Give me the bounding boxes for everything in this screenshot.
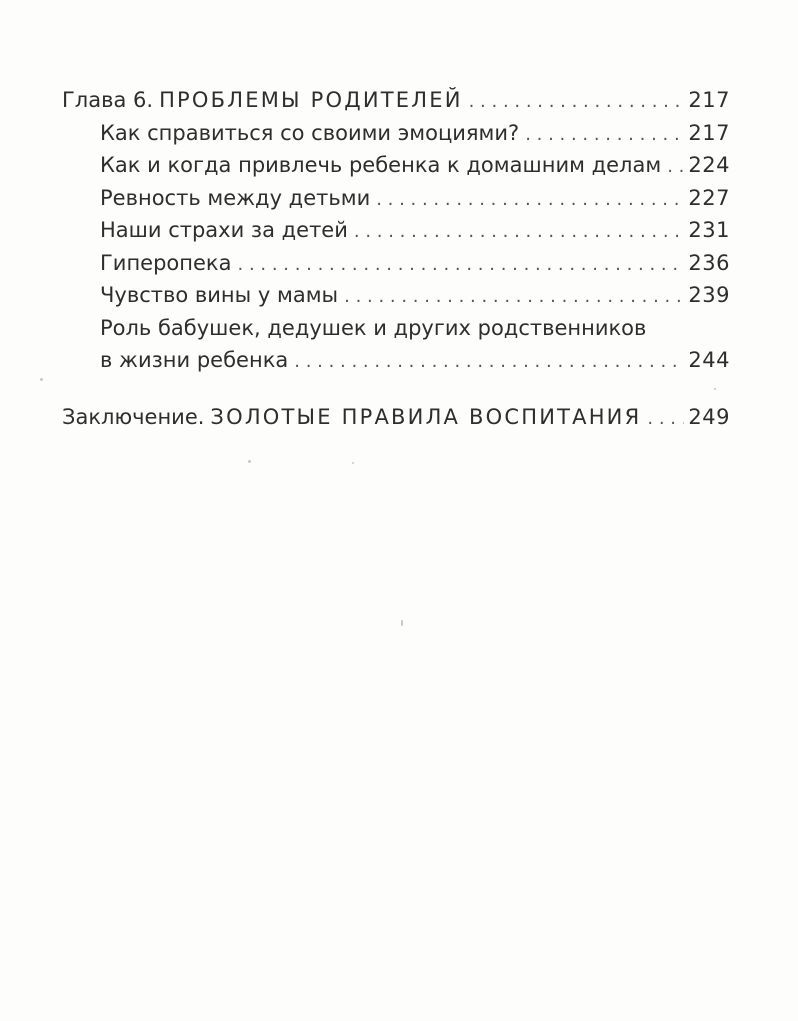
page-number: 239 bbox=[688, 283, 730, 307]
page-number: 244 bbox=[688, 348, 730, 372]
toc-item-line2[interactable] bbox=[62, 344, 730, 377]
toc-item[interactable] bbox=[62, 279, 730, 312]
item-title: Гиперопека bbox=[100, 250, 232, 275]
dot-leader bbox=[525, 119, 684, 152]
dot-leader bbox=[376, 184, 684, 217]
dot-leader bbox=[354, 216, 685, 249]
toc-item[interactable] bbox=[62, 214, 730, 247]
toc-chapter-6[interactable] bbox=[62, 84, 730, 117]
page-number: 217 bbox=[688, 120, 730, 145]
item-title: Ревность между детьми bbox=[100, 185, 371, 210]
toc-conclusion[interactable] bbox=[62, 401, 730, 434]
toc-item[interactable] bbox=[62, 117, 730, 150]
toc-item[interactable] bbox=[62, 182, 730, 215]
toc-item[interactable] bbox=[62, 149, 730, 182]
item-title: Как и когда привлечь ребенка к домашним делам bbox=[100, 153, 662, 177]
conclusion-prefix: Заключение. bbox=[62, 404, 205, 429]
page-number: 217 bbox=[688, 88, 730, 112]
page-number: 231 bbox=[688, 218, 730, 242]
dot-leader bbox=[647, 403, 684, 436]
dot-leader bbox=[469, 86, 685, 119]
chapter-prefix: Глава 6. bbox=[62, 88, 154, 112]
page-number: 236 bbox=[688, 250, 730, 275]
paper-speck bbox=[714, 388, 716, 390]
toc-item[interactable] bbox=[62, 247, 730, 280]
paper-speck bbox=[40, 378, 43, 381]
dot-leader bbox=[294, 346, 684, 379]
dot-leader bbox=[238, 249, 685, 282]
page-number: 227 bbox=[688, 185, 730, 210]
page-number: 249 bbox=[688, 404, 730, 429]
paper-speck bbox=[401, 620, 403, 626]
table-of-contents bbox=[62, 84, 730, 433]
paper-speck bbox=[248, 460, 251, 463]
dot-leader bbox=[344, 281, 684, 314]
spacer bbox=[62, 377, 730, 401]
item-title: Чувство вины у мамы bbox=[100, 283, 339, 307]
item-title: Как справиться со своими эмоциями? bbox=[100, 120, 520, 145]
dot-leader bbox=[667, 151, 684, 184]
item-title-continued: в жизни ребенка bbox=[100, 348, 289, 372]
paper-speck bbox=[352, 462, 354, 464]
toc-item-line1[interactable] bbox=[62, 312, 730, 345]
conclusion-title: ЗОЛОТЫЕ ПРАВИЛА ВОСПИТАНИЯ bbox=[210, 404, 642, 429]
item-title: Наши страхи за детей bbox=[100, 218, 348, 242]
item-title: Роль бабушек, дедушек и других родственников bbox=[100, 315, 647, 340]
page-number: 224 bbox=[688, 153, 730, 177]
chapter-title: ПРОБЛЕМЫ РОДИТЕЛЕЙ bbox=[159, 88, 463, 112]
